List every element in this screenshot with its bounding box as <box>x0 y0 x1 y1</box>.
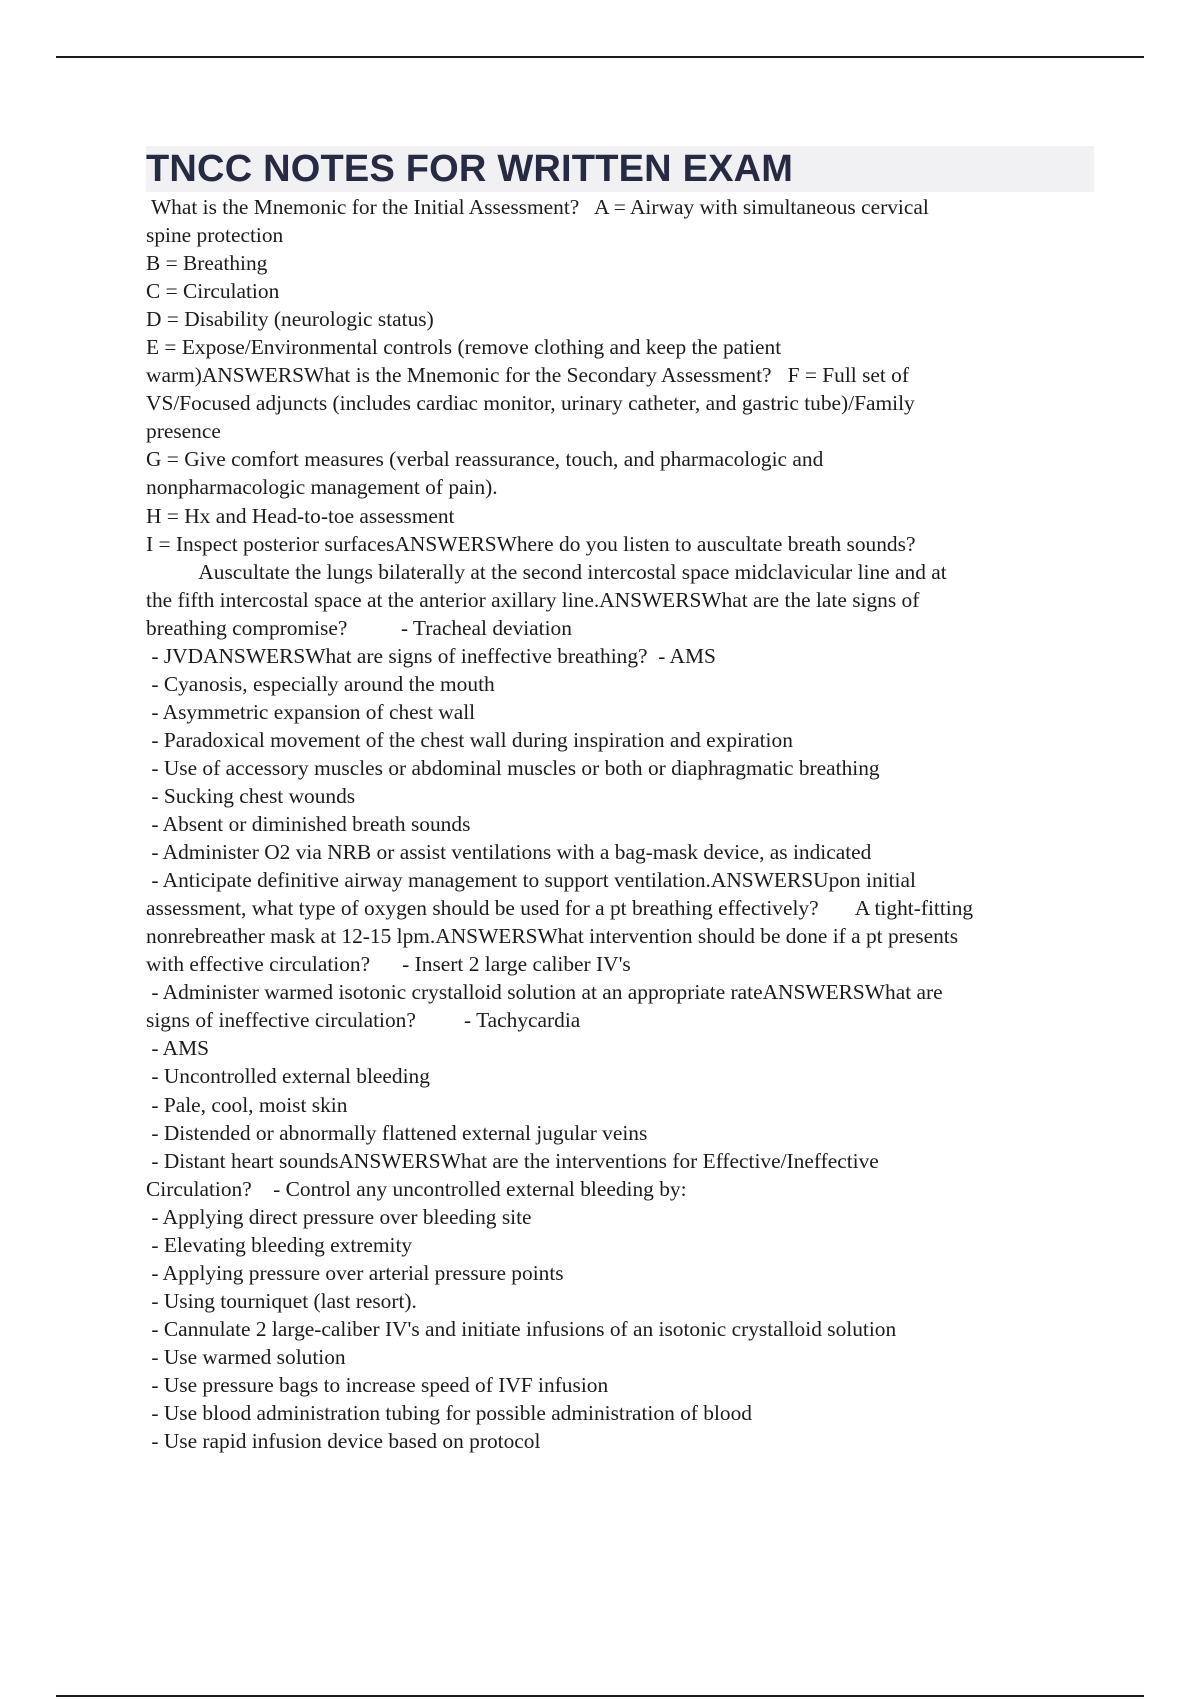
text-line: What is the Mnemonic for the Initial Assessment? A = Airway with simultaneous cervical <box>146 195 929 219</box>
text-line: assessment, what type of oxygen should be used for a pt breathing effectively? A tight-fitting <box>146 896 974 921</box>
text-line: H = Hx and Head-to-toe assessment <box>146 503 455 528</box>
text-line: - Cannulate 2 large-caliber IV's and initiate infusions of an isotonic crystalloid solution <box>146 1316 897 1341</box>
text-line: nonpharmacologic management of pain). <box>146 475 498 500</box>
text-line: C = Circulation <box>146 279 280 304</box>
text-line: presence <box>146 419 221 444</box>
text-line: - Applying direct pressure over bleeding site <box>146 1204 532 1229</box>
text-line: breathing compromise? - Tracheal deviation <box>146 615 572 640</box>
title-banner <box>146 146 1094 192</box>
text-line: with effective circulation? - Insert 2 large caliber IV's <box>146 952 631 977</box>
text-line: - AMS <box>146 1036 210 1061</box>
text-line: - Distended or abnormally flattened external jugular veins <box>146 1120 648 1145</box>
text-line: B = Breathing <box>146 251 268 276</box>
text-line: Auscultate the lungs bilaterally at the second intercostal space midclavicular line and at <box>146 559 947 584</box>
text-line: - Using tourniquet (last resort). <box>146 1288 417 1313</box>
text-line: - Use pressure bags to increase speed of IVF infusion <box>146 1372 609 1397</box>
text-line: G = Give comfort measures (verbal reassurance, touch, and pharmacologic and <box>146 447 824 472</box>
bottom-rule <box>56 1695 1144 1697</box>
text-line: spine protection <box>146 223 284 248</box>
document-title: TNCC NOTES FOR WRITTEN EXAM <box>146 148 794 190</box>
text-line: - Sucking chest wounds <box>146 783 356 808</box>
text-line: warm)ANSWERSWhat is the Mnemonic for the Secondary Assessment? F = Full set of <box>146 363 910 388</box>
document-page <box>146 146 1094 1455</box>
text-line: - Uncontrolled external bleeding <box>146 1064 430 1089</box>
text-line: VS/Focused adjuncts (includes cardiac monitor, urinary catheter, and gastric tube)/Family <box>146 391 915 416</box>
text-line: Circulation? - Control any uncontrolled external bleeding by: <box>146 1176 687 1201</box>
text-line: - Use blood administration tubing for possible administration of blood <box>146 1401 752 1426</box>
text-line: - Elevating bleeding extremity <box>146 1232 413 1257</box>
text-line: D = Disability (neurologic status) <box>146 307 434 332</box>
document-body <box>146 193 1094 1455</box>
text-line: - Pale, cool, moist skin <box>146 1092 348 1117</box>
top-rule <box>56 56 1144 58</box>
text-line: - Anticipate definitive airway management to support ventilation.ANSWERSUpon initial <box>146 868 916 893</box>
text-line: - Applying pressure over arterial pressure points <box>146 1260 564 1285</box>
text-line: - Use warmed solution <box>146 1344 346 1369</box>
text-line: - JVDANSWERSWhat are signs of ineffective breathing? - AMS <box>146 643 716 668</box>
text-line: - Paradoxical movement of the chest wall during inspiration and expiration <box>146 727 793 752</box>
text-line: - Asymmetric expansion of chest wall <box>146 699 476 724</box>
text-line: I = Inspect posterior surfacesANSWERSWhere do you listen to auscultate breath sounds? <box>146 531 916 556</box>
text-line: - Use rapid infusion device based on protocol <box>146 1429 541 1454</box>
text-line: - Cyanosis, especially around the mouth <box>146 671 495 696</box>
text-line: - Administer warmed isotonic crystalloid solution at an appropriate rateANSWERSWhat are <box>146 980 943 1005</box>
text-line: - Use of accessory muscles or abdominal muscles or both or diaphragmatic breathing <box>146 755 880 780</box>
text-line: signs of ineffective circulation? - Tachycardia <box>146 1008 581 1033</box>
text-line: E = Expose/Environmental controls (remove clothing and keep the patient <box>146 335 782 360</box>
text-line: - Administer O2 via NRB or assist ventilations with a bag-mask device, as indicated <box>146 840 872 865</box>
text-line: the fifth intercostal space at the anterior axillary line.ANSWERSWhat are the late signs of <box>146 587 920 612</box>
text-line: nonrebreather mask at 12-15 lpm.ANSWERSWhat intervention should be done if a pt presents <box>146 924 959 949</box>
text-line: - Distant heart soundsANSWERSWhat are the interventions for Effective/Ineffective <box>146 1148 879 1173</box>
text-line: - Absent or diminished breath sounds <box>146 812 471 837</box>
